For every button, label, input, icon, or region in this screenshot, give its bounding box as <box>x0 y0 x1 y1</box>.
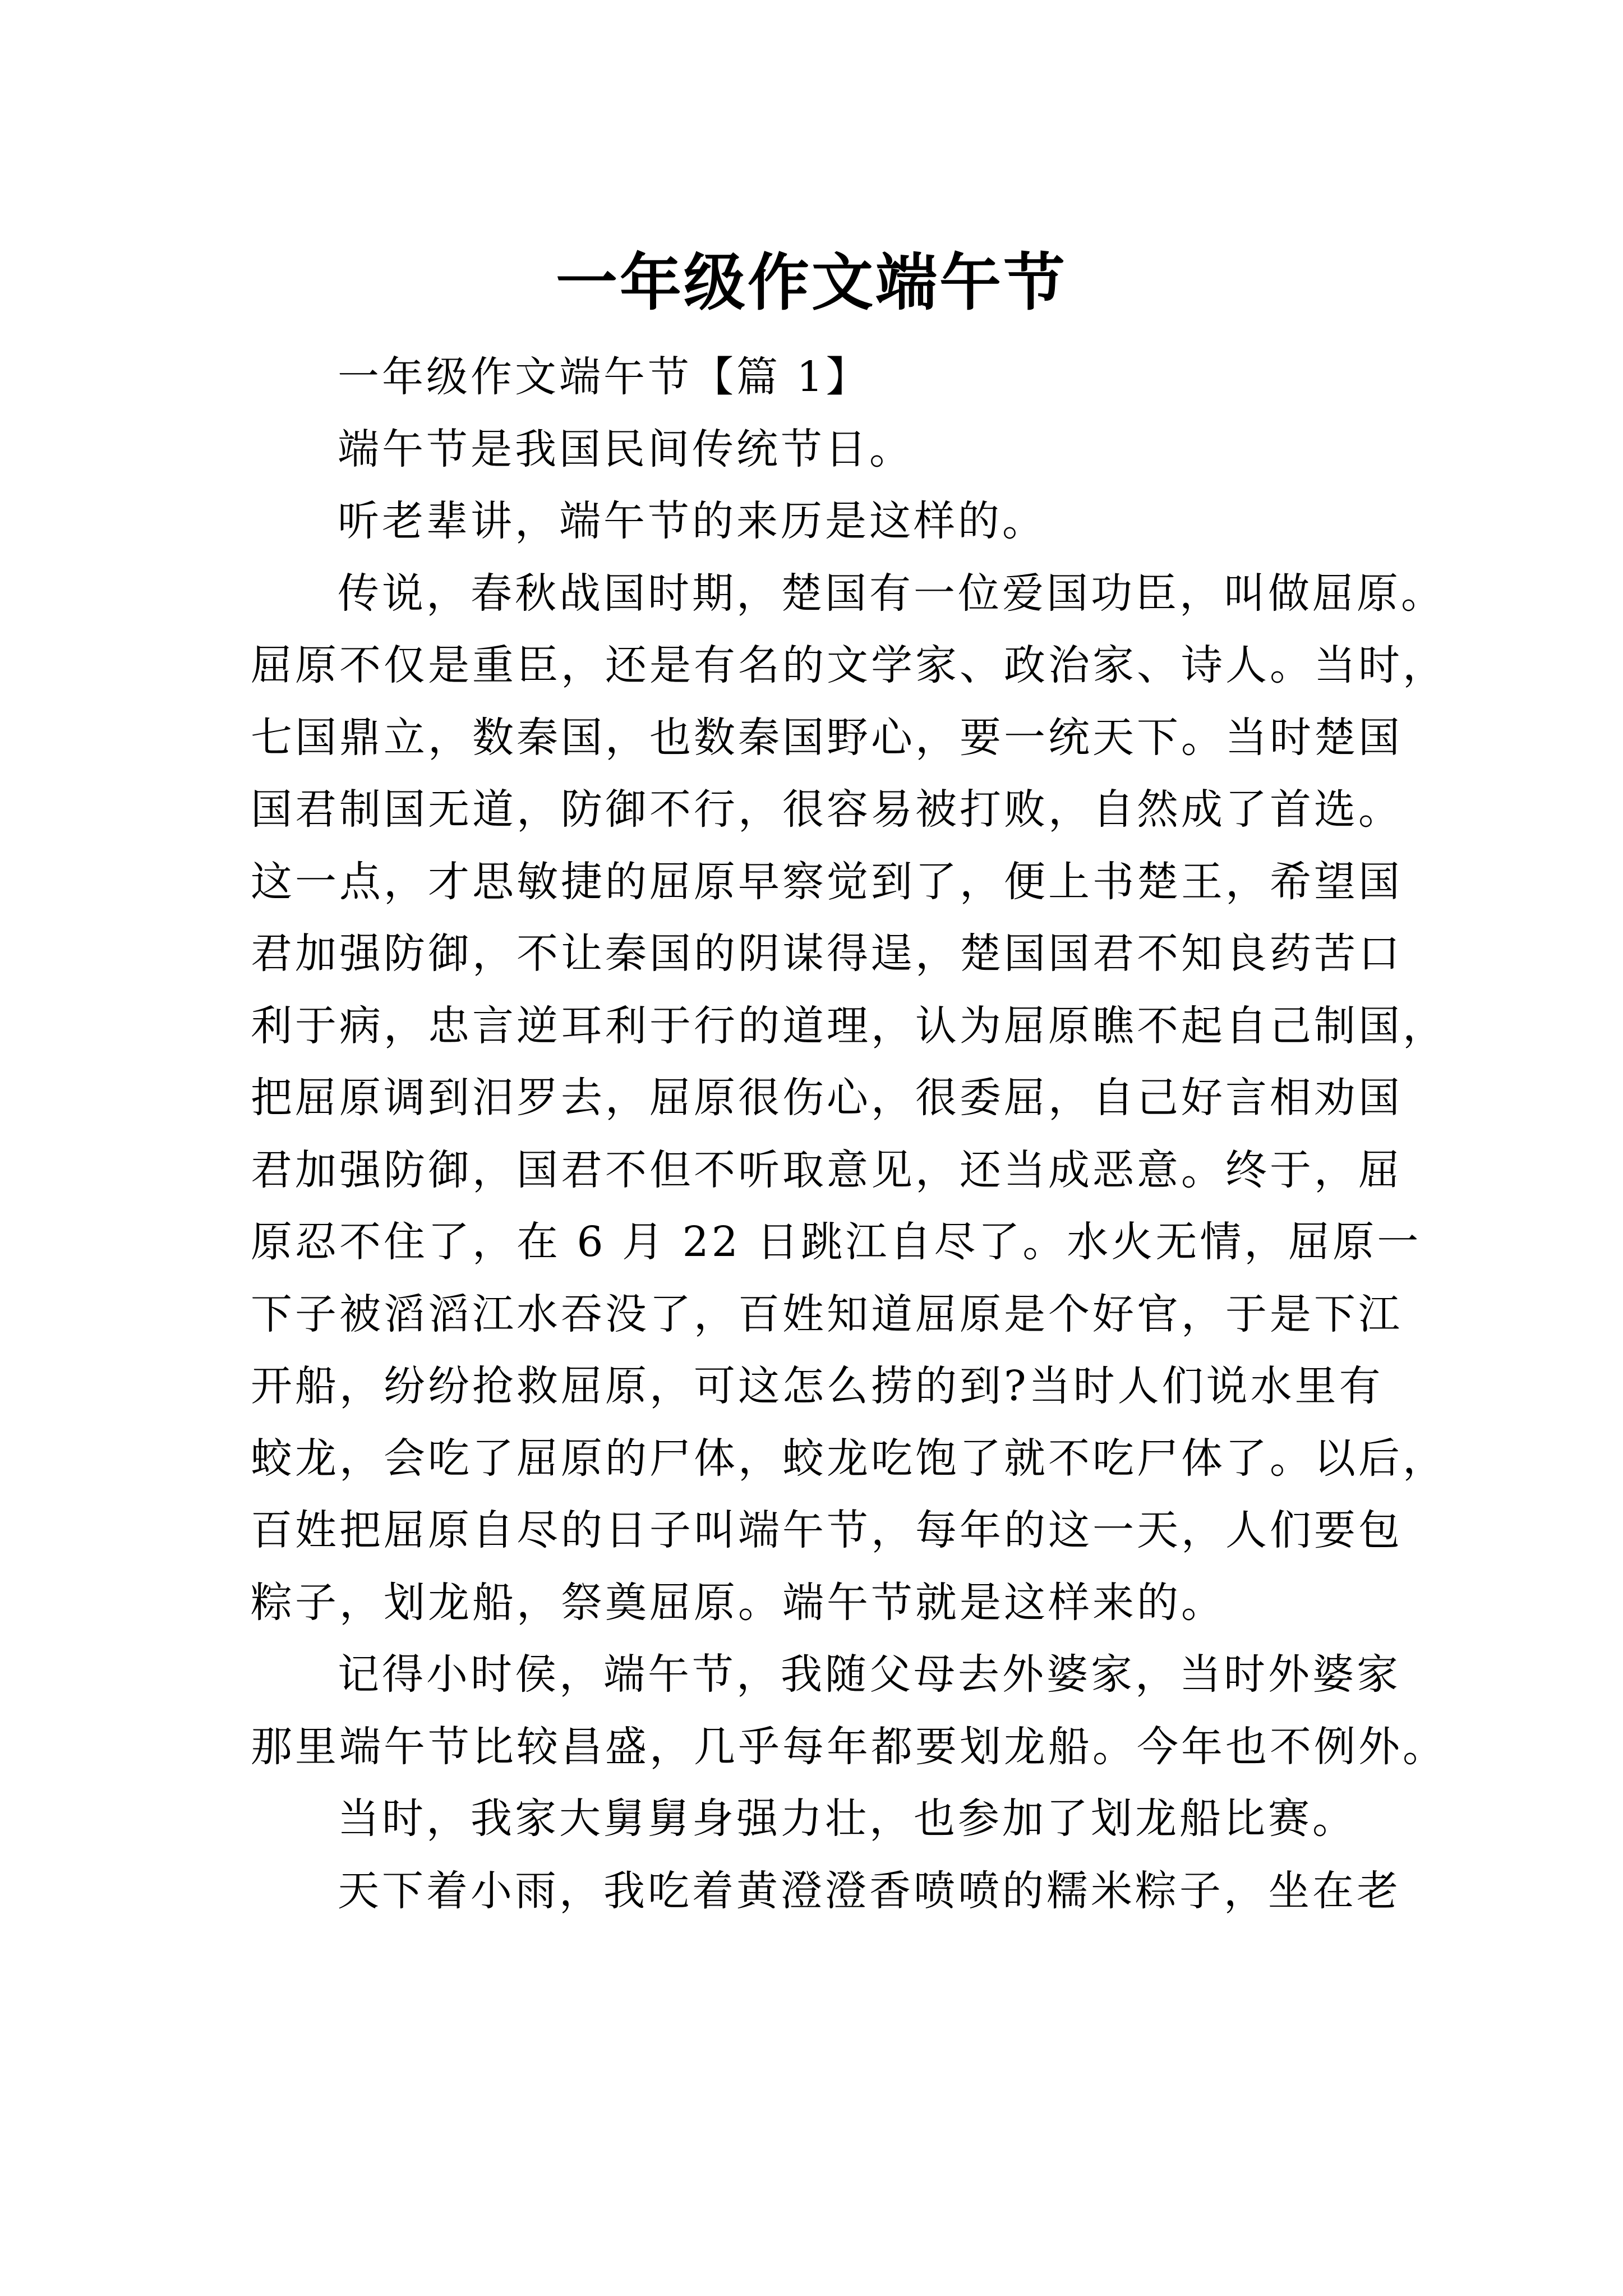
body-line: 下子被滔滔江水吞没了，百姓知道屈原是个好官，于是下江 <box>251 1290 1403 1338</box>
body-line: 利于病，忠言逆耳利于行的道理，认为屈原瞧不起自己制国， <box>251 1001 1447 1050</box>
body-line: 那里端午节比较昌盛，几乎每年都要划龙船。今年也不例外。 <box>251 1722 1447 1771</box>
body-line: 这一点，才思敏捷的屈原早察觉到了，便上书楚王，希望国 <box>251 857 1403 906</box>
body-line: 听老辈讲，端午节的来历是这样的。 <box>338 497 1046 545</box>
body-line: 百姓把屈原自尽的日子叫端午节，每年的这一天，人们要包 <box>251 1506 1403 1554</box>
body-line: 把屈原调到汨罗去，屈原很伤心，很委屈，自己好言相劝国 <box>251 1074 1403 1122</box>
body-line: 传说，春秋战国时期，楚国有一位爱国功臣，叫做屈原。 <box>338 569 1445 618</box>
body-line: 国君制国无道，防御不行，很容易被打败，自然成了首选。 <box>251 785 1403 834</box>
body-line: 君加强防御，国君不但不听取意见，还当成恶意。终于，屈 <box>251 1145 1403 1194</box>
body-line: 记得小时侯，端午节，我随父母去外婆家，当时外婆家 <box>338 1650 1401 1699</box>
body-line: 君加强防御，不让秦国的阴谋得逞，楚国国君不知良药苦口 <box>251 930 1403 978</box>
body-line: 粽子，划龙船，祭奠屈原。端午节就是这样来的。 <box>251 1578 1225 1627</box>
page-title: 一年级作文端午节 <box>556 246 1067 319</box>
body-line: 七国鼎立，数秦国，也数秦国野心，要一统天下。当时楚国 <box>251 713 1403 762</box>
body-line: 蛟龙，会吃了屈原的尸体，蛟龙吃饱了就不吃尸体了。以后， <box>251 1434 1447 1483</box>
body-line: 开船，纷纷抢救屈原，可这怎么捞的到?当时人们说水里有 <box>251 1362 1384 1410</box>
body-line: 当时，我家大舅舅身强力壮，也参加了划龙船比赛。 <box>338 1795 1357 1843</box>
body-line: 一年级作文端午节【篇 1】 <box>338 353 870 401</box>
body-line: 端午节是我国民间传统节日。 <box>338 425 914 473</box>
body-line: 屈原不仅是重臣，还是有名的文学家、政治家、诗人。当时， <box>251 641 1447 689</box>
body-line: 原忍不住了，在 6 月 22 日跳江自尽了。水火无情，屈原一 <box>251 1218 1422 1266</box>
body-line: 天下着小雨，我吃着黄澄澄香喷喷的糯米粽子，坐在老 <box>338 1866 1401 1915</box>
essay-body <box>251 341 1447 1927</box>
